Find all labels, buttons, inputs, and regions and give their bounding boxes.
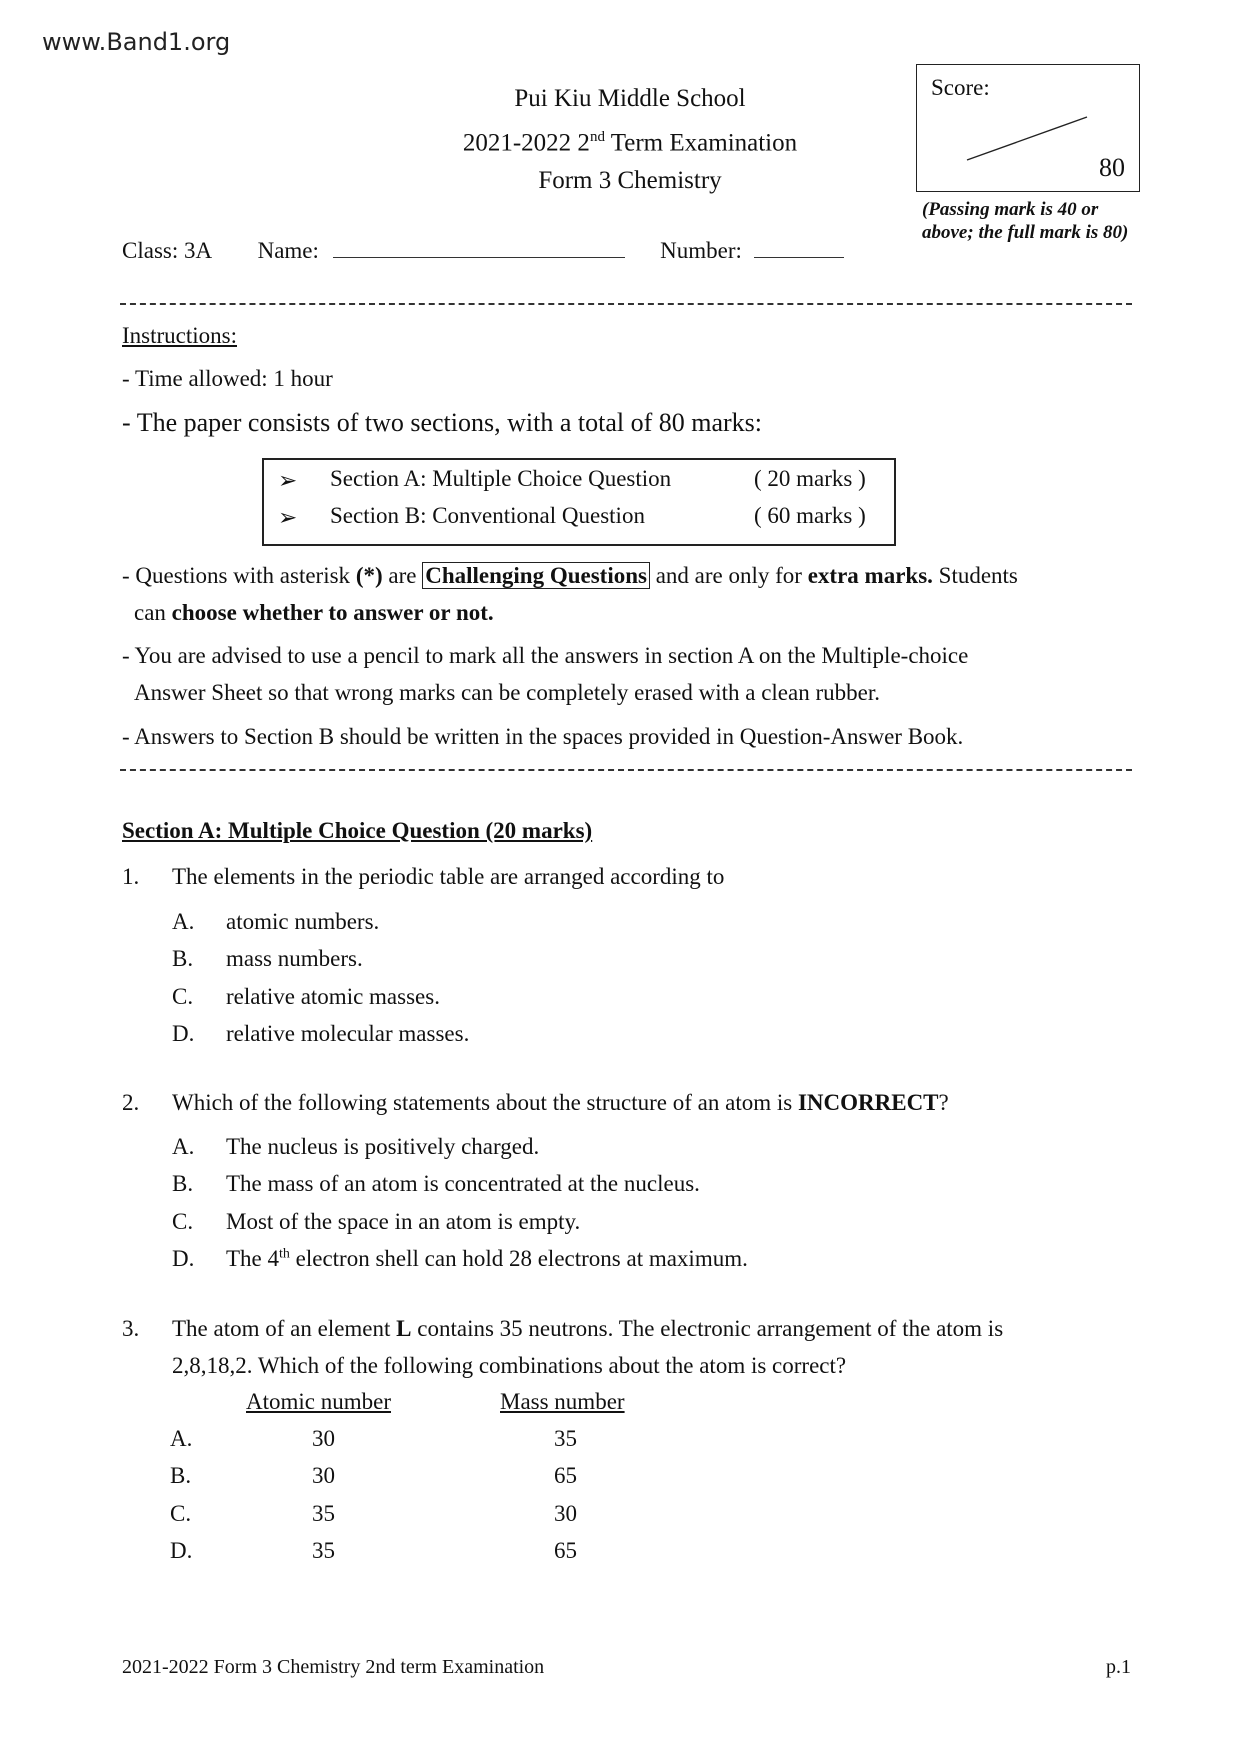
mass-number-value: 30 (554, 1501, 577, 1526)
choose-note: choose whether to answer or not. (171, 600, 494, 625)
exam-header (380, 80, 880, 200)
section-summary-row (278, 466, 878, 502)
instruction-pencil: - You are advised to use a pencil to mark all the answers in section A on the Multiple-choice (122, 643, 969, 668)
question-number: 1. (122, 864, 140, 889)
column-header-atomic-number: Atomic number (246, 1389, 391, 1414)
option-text: atomic numbers. (226, 909, 380, 934)
score-total: 80 (1099, 153, 1125, 182)
text: The 4 (226, 1246, 280, 1271)
challenging-questions-box: Challenging Questions (422, 562, 650, 589)
number-field[interactable] (754, 235, 844, 258)
instruction-pencil-line2: Answer Sheet so that wrong marks can be completely erased with a clean rubber. (134, 680, 880, 705)
atomic-number-value: 30 (312, 1426, 335, 1451)
option-text: relative molecular masses. (226, 1021, 470, 1046)
section-name: Section A: Multiple Choice Question (330, 466, 672, 491)
exam-ordinal: nd (589, 129, 605, 145)
option-letter: B. (170, 1463, 192, 1488)
option-letter: A. (172, 1134, 195, 1159)
watermark: www.Band1.org (42, 28, 231, 56)
option-letter: C. (172, 1209, 194, 1234)
atomic-number-value: 30 (312, 1463, 335, 1488)
incorrect-emphasis: INCORRECT (797, 1090, 939, 1115)
exam-title (380, 118, 880, 162)
option-text: Most of the space in an atom is empty. (226, 1209, 581, 1234)
option-letter: B. (172, 1171, 194, 1196)
atomic-number-value: 35 (312, 1538, 335, 1563)
text: The atom of an element (172, 1316, 397, 1341)
option-letter: D. (172, 1021, 195, 1046)
section-marks: ( 60 marks ) (754, 503, 866, 528)
section-marks: ( 20 marks ) (754, 466, 866, 491)
text: ? (938, 1090, 949, 1115)
question-text: The elements in the periodic table are arranged according to (172, 864, 725, 889)
name-field[interactable] (333, 235, 625, 258)
mass-number-value: 65 (554, 1463, 577, 1488)
element-symbol: L (396, 1316, 412, 1341)
extra-marks: extra marks. (807, 563, 933, 588)
arrow-bullet-icon: ➢ (278, 468, 298, 493)
page-number: p.1 (1106, 1656, 1131, 1678)
option-letter: C. (170, 1501, 192, 1526)
question-text (172, 1316, 1003, 1342)
text: Which of the following statements about the structure of an atom is (172, 1090, 798, 1115)
text: electron shell can hold 28 electrons at maximum. (289, 1246, 748, 1271)
option-letter: B. (172, 946, 194, 971)
text: and are only for (649, 563, 808, 588)
atomic-number-value: 35 (312, 1501, 335, 1526)
question-text (172, 1090, 949, 1116)
text: Students (932, 563, 1018, 588)
option-text: mass numbers. (226, 946, 363, 971)
subject-title: Form 3 Chemistry (538, 167, 722, 195)
text: are (382, 563, 423, 588)
number-label: Number: (660, 238, 742, 263)
exam-term: Term Examination (604, 129, 798, 157)
option-letter: A. (172, 909, 195, 934)
option-letter: D. (170, 1538, 193, 1563)
instruction-sections-intro: - The paper consists of two sections, with a total of 80 marks: (122, 408, 763, 437)
question-number: 2. (122, 1090, 140, 1115)
option-text (226, 1246, 748, 1272)
mass-number-value: 35 (554, 1426, 577, 1451)
option-text: relative atomic masses. (226, 984, 440, 1009)
section-name: Section B: Conventional Question (330, 503, 645, 528)
question-number: 3. (122, 1316, 140, 1341)
student-info-row (122, 235, 844, 264)
column-header-mass-number: Mass number (500, 1389, 625, 1414)
mass-number-value: 65 (554, 1538, 577, 1563)
score-box (916, 64, 1140, 192)
divider-top (120, 303, 1132, 305)
sections-summary-box (262, 458, 896, 546)
divider-bottom (120, 769, 1132, 771)
passing-note: (Passing mark is 40 or above; the full mark is 80) (922, 199, 1129, 243)
section-summary-row (278, 503, 878, 539)
section-a-title: Section A: Multiple Choice Question (20 marks) (122, 818, 593, 843)
option-letter: D. (172, 1246, 195, 1271)
option-text: The mass of an atom is concentrated at the nucleus. (226, 1171, 700, 1196)
instruction-section-b: - Answers to Section B should be written in the spaces provided in Question-Answer Book. (122, 724, 964, 749)
option-letter: A. (170, 1426, 193, 1451)
footer-title: 2021-2022 Form 3 Chemistry 2nd term Examination (122, 1656, 545, 1678)
instruction-challenge-line2 (134, 600, 494, 626)
school-name: Pui Kiu Middle School (514, 85, 746, 112)
ordinal: th (279, 1246, 290, 1262)
text: contains 35 neutrons. The electronic arrangement of the atom is (411, 1316, 1004, 1341)
instruction-time: - Time allowed: 1 hour (122, 366, 333, 391)
instructions-title: Instructions: (122, 323, 237, 348)
question-text-line2: 2,8,18,2. Which of the following combinations about the atom is correct? (172, 1353, 847, 1378)
class-label: Class: 3A (122, 238, 213, 263)
exam-year: 2021-2022 2 (462, 129, 590, 157)
name-label: Name: (257, 238, 319, 263)
arrow-bullet-icon: ➢ (278, 505, 298, 530)
asterisk: (*) (355, 563, 383, 588)
option-letter: C. (172, 984, 194, 1009)
score-label: Score: (931, 75, 990, 100)
text: - Questions with asterisk (122, 563, 356, 588)
instruction-challenge (122, 563, 1018, 589)
option-text: The nucleus is positively charged. (226, 1134, 540, 1159)
text: can (134, 600, 172, 625)
